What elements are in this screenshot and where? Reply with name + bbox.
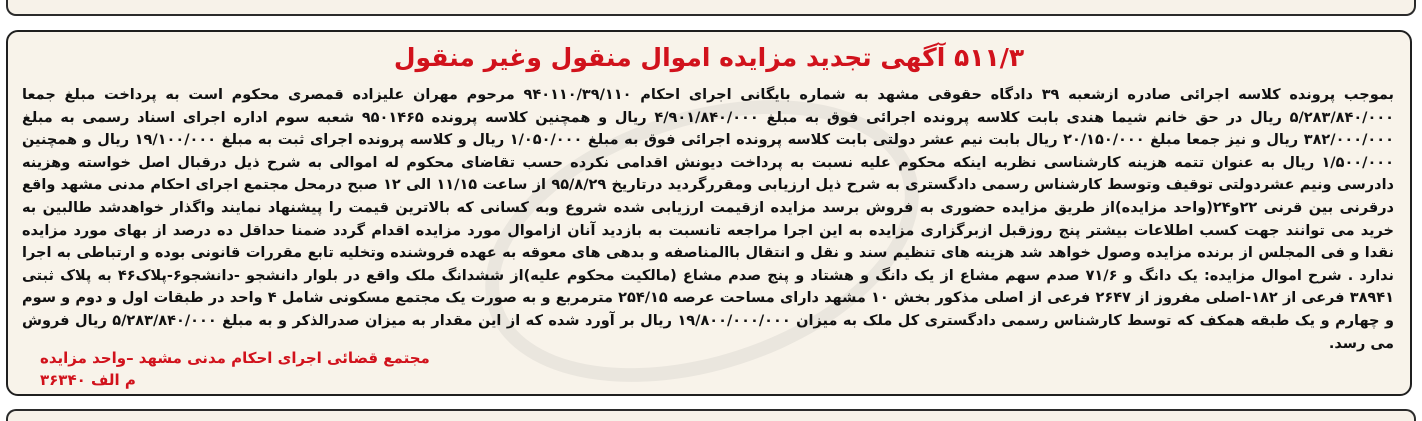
previous-notice-edge <box>6 0 1416 16</box>
issuer-signature: مجتمع قضائی اجرای احکام مدنی مشهد –واحد مزایده <box>40 349 430 367</box>
notice-code: م الف ۳۶۳۴۰ <box>40 371 136 389</box>
auction-notice-box <box>6 30 1412 396</box>
notice-title: ۵۱۱/۳ آگهی تجدید مزایده اموال منقول وغیر منقول <box>393 43 1025 72</box>
notice-body <box>22 84 1394 355</box>
notice-body-text: بموجب پرونده کلاسه اجرائی صادره ازشعبه ۳۹ دادگاه حقوقی مشهد به شماره بایگانی اجرای احکام ۹۴۰۱۱۰/۳۹/۱۱۰ مرحوم مهران علیزاده قمصری محکوم است به پرداخت مبلغ جمعا ۵/۲۸۳/۸۴۰/۰۰۰ ریال در حق خانم شیما هندی بابت کلاسه پرونده اجرائی فوق به مبلغ ۴/۹۰۱/۸۴۰/۰۰۰ ریال و همچنین کلاسه پرونده ۹۵۰۱۴۶۵ شعبه سوم اداره اجرای اسناد رسمی به مبلغ ۳۸۲/۰۰۰/۰۰۰ ریال و نیز جمعا مبلغ ۲۰/۱۵۰/۰۰۰ ریال بابت نیم عشر دولتی بابت کلاسه پرونده اجرائی فوق به مبلغ ۱/۰۵۰/۰۰۰ ریال و کلاسه پرونده اجرای ثبت به مبلغ ۱۹/۱۰۰/۰۰۰ ریال و همچنین ۱/۵۰۰/۰۰۰ ریال به عنوان تتمه هزینه کارشناسی نظربه اینکه محکوم علیه نسبت به پرداخت دیونش اقدامی نکرده حسب تقاضای محکوم له اموالی به شرح ذیل درقبال اصل خواسته وهزینه دادرسی ونیم عشردولتی توقیف وتوسط کارشناس رسمی دادگستری به شرح ذیل ارزیابی ومقررگردید درتاریخ ۹۵/۸/۲۹ از ساعت ۱۱/۱۵ الی ۱۲ صبح درمحل مجتمع اجرای احکام مدنی مشهد واقع درقرنی بین قرنی ۲۲و۲۴(واحد مزایده)از طریق مزایده حضوری به فروش برسد مزایده ازقیمت ارزیابی شده شروع وبه کسانی که بالاترین قیمت را پیشنهاد نمایند واگذار خواهدشد طالبین به خرید می توانند جهت کسب اطلاعات بیشتر پنج روزقبل ازبرگزاری مزایده به این اجرا مراجعه تانسبت به بازدید آنان ازاموال مورد مزایده اقدام گردد ضمنا حداقل ده درصد از بهای مورد مزایده نقدا و فی المجلس از برنده مزایده وصول خواهد شد هزینه های تنظیم سند و نقل و انتقال باالمناصفه و بدهی های معوقه به عهده فروشنده وتخلیه تابع مقررات قانونی بوده و ارتباطی به اجرا ندارد . شرح اموال مزایده: یک دانگ و ۷۱/۶ صدم سهم مشاع از یک دانگ و هشتاد و پنج صدم مشاع (مالکیت محکوم علیه)از ششدانگ ملک واقع در بلوار دانشجو -دانشجو۶-پلاک۴۶ به پلاک ثبتی ۳۸۹۴۱ فرعی از ۱۸۲-اصلی مفروز از ۲۶۴۷ فرعی از اصلی مذکور بخش ۱۰ مشهد دارای مساحت عرصه ۲۵۴/۱۵ مترمربع و به صورت یک مجتمع مسکونی شامل ۴ واحد در طبقات اول و دوم و سوم و چهارم و یک طبقه همکف که توسط کارشناس رسمی دادگستری کل ملک به میزان ۱۹/۸۰۰/۰۰۰/۰۰۰ ریال بر آورد شده که از این مقدار به میزان صدرالذکر و به مبلغ ۵/۲۸۳/۸۴۰/۰۰۰ ریال فروش می رسد. <box>22 87 1395 352</box>
next-notice-edge <box>6 409 1416 421</box>
